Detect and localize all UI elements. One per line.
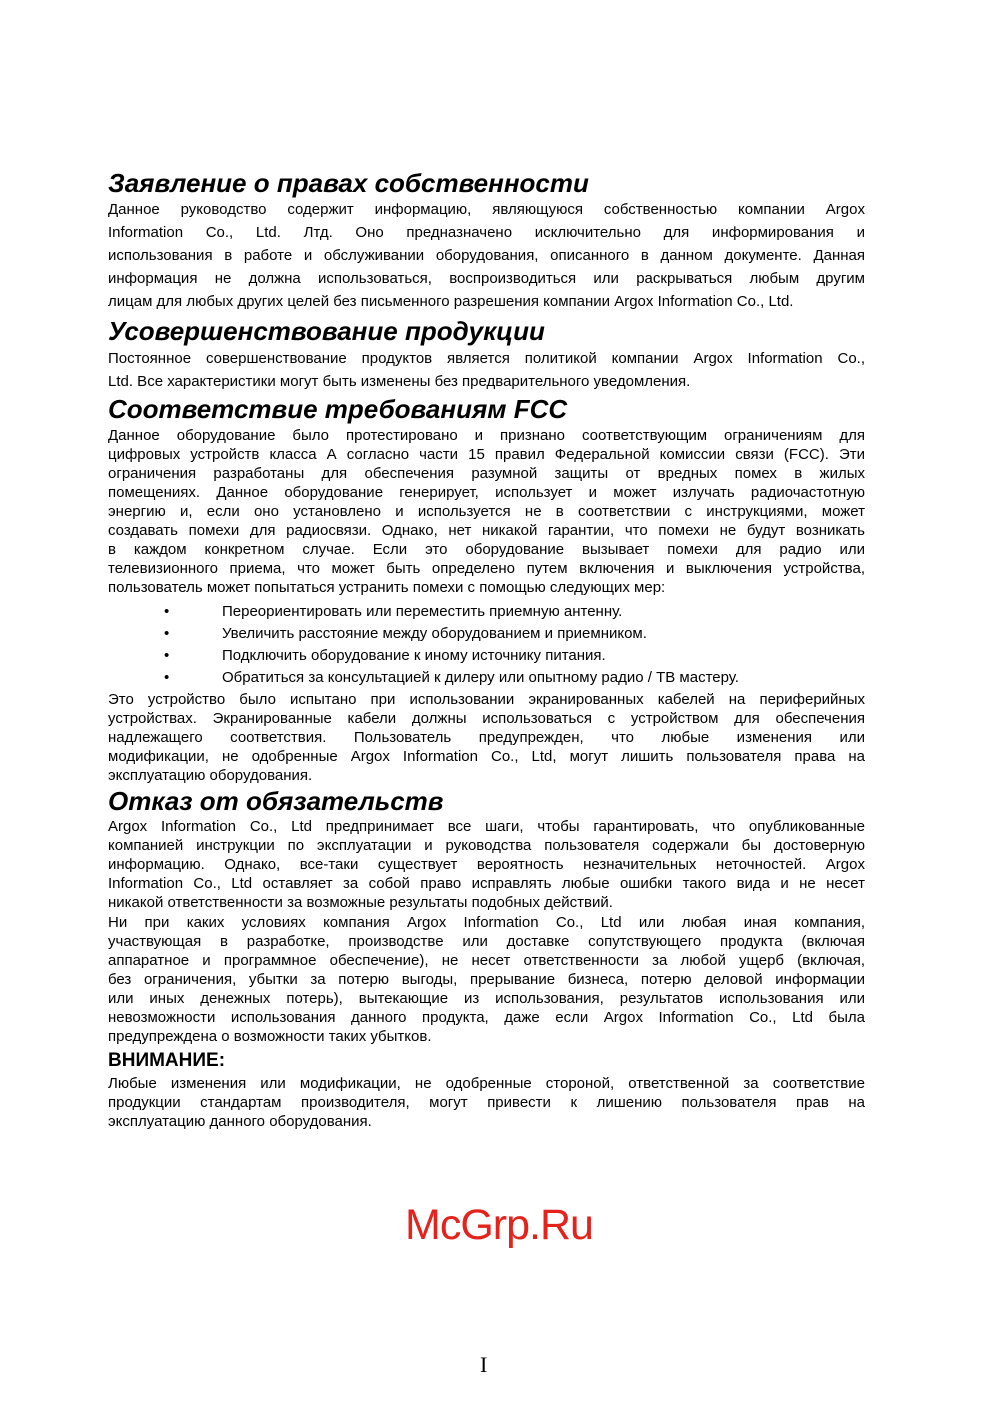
bullet-list (108, 600, 865, 689)
text-line: использования в работе и обслуживании оборудования, описанного в данном документе. Данная (108, 247, 865, 264)
text-line: Information Co., Ltd. Лтд. Оно предназначено исключительно для информирования и (108, 224, 865, 241)
text-line: без ограничения, убытки за потерю выгоды, прерывание бизнеса, потерю деловой информации (108, 971, 865, 988)
bullet-icon: • (164, 669, 170, 686)
paragraph (108, 426, 865, 597)
bullet-icon: • (164, 625, 170, 642)
text-line: или иных денежных потерь), вытекающие из использования, результатов использования или (108, 990, 865, 1007)
bullet-icon: • (164, 647, 170, 664)
text-line: информацию. Однако, все-таки существует вероятность незначительных неточностей. Argox (108, 856, 865, 873)
bullet-icon: • (164, 603, 170, 620)
text-line: невозможности использования данного продукта, даже если Argox Information Co., Ltd была (108, 1009, 865, 1026)
text-line: Ltd. Все характеристики могут быть изменены без предварительного уведомления. (108, 373, 691, 390)
section-title-disclaimer: Отказ от обязательств (108, 786, 444, 816)
section-title-ownership: Заявление о правах собственности (108, 168, 589, 198)
paragraph (108, 690, 865, 785)
paragraph (108, 198, 865, 313)
paragraph (108, 1074, 865, 1131)
text-line: компанией инструкции по эксплуатации и руководства пользователя содержали бы достоверную (108, 837, 865, 854)
text-line: предупреждена о возможности таких убытков. (108, 1028, 432, 1045)
list-item: • Подключить оборудование к иному источнику питания. (108, 644, 865, 667)
text-line: аппаратное и программное обеспечение), не несет ответственности за любой ущерб (включая, (108, 952, 865, 969)
text-line: эксплуатацию оборудования. (108, 767, 313, 784)
text-line: ограничения разработаны для обеспечения разумной защиты от вредных помех в жилых (108, 465, 865, 482)
text-line: устройствах. Экранированные кабели должны использоваться с устройством для обеспечения (108, 710, 865, 727)
text-line: продукции стандартам производителя, могут привести к лишению пользователя прав на (108, 1094, 865, 1111)
page-number: I (480, 1352, 488, 1377)
text-line: цифровых устройств класса А согласно части 15 правил Федеральной комиссии связи (FCC). Эти (108, 446, 865, 463)
warning-heading: ВНИМАНИЕ: (108, 1050, 226, 1071)
text-line: Любые изменения или модификации, не одобренные стороной, ответственной за соответствие (108, 1075, 865, 1092)
text-line: пользователь может попытаться устранить помехи с помощью следующих мер: (108, 579, 666, 596)
list-item: • Переориентировать или переместить приемную антенну. (108, 600, 865, 623)
text-line: Это устройство было испытано при использовании экранированных кабелей на периферийных (108, 691, 865, 708)
text-line: Данное руководство содержит информацию, являющуюся собственностью компании Argox (108, 201, 865, 218)
section-title-fcc: Соответствие требованиям FCC (108, 394, 568, 424)
text-line: модификации, не одобренные Argox Information Co., Ltd, могут лишить пользователя права на (108, 748, 865, 765)
list-item: • Обратиться за консультацией к дилеру или опытному радио / ТВ мастеру. (108, 666, 865, 689)
text-line: никакой ответственности за возможные результаты подобных действий. (108, 894, 613, 911)
text-line: в каждом конкретном случае. Если это оборудование вызывает помехи для радио или (108, 541, 865, 558)
paragraph (108, 347, 865, 393)
paragraph (108, 913, 865, 1046)
section-title-improvement: Усовершенствование продукции (108, 316, 545, 346)
text-line: телевизионного приема, что может быть определено путем включения и выключения устройства, (108, 560, 865, 577)
text-line: Данное оборудование было протестировано и признано соответствующим ограничениям для (108, 427, 865, 444)
text-line: Information Co., Ltd оставляет за собой право исправлять любые ошибки такого вида и не несет (108, 875, 865, 892)
paragraph (108, 817, 865, 912)
text-line: Ни при каких условиях компания Argox Information Co., Ltd или любая иная компания, (108, 914, 865, 931)
watermark-logo: McGrp.Ru (405, 1201, 593, 1249)
text-line: информация не должна использоваться, воспроизводиться или раскрываться любым другим (108, 270, 865, 287)
text-line: Argox Information Co., Ltd предпринимает все шаги, чтобы гарантировать, что опубликованные (108, 818, 865, 835)
text-line: участвующая в разработке, производстве или доставке сопутствующего продукта (включая (108, 933, 865, 950)
text-line: лицам для любых других целей без письменного разрешения компании Argox Information Co., Ltd. (108, 293, 794, 310)
text-line: надлежащего соответствия. Пользователь предупрежден, что любые изменения или (108, 729, 865, 746)
list-item: • Увеличить расстояние между оборудованием и приемником. (108, 622, 865, 645)
text-line: энергию и, если оно установлено и используется не в соответствии с инструкциями, может (108, 503, 865, 520)
text-line: Постоянное совершенствование продуктов является политикой компании Argox Information Co., (108, 350, 865, 367)
text-line: эксплуатацию данного оборудования. (108, 1113, 372, 1130)
text-line: создавать помехи для радиосвязи. Однако, нет никакой гарантии, что помехи не будут возникать (108, 522, 865, 539)
text-line: помещениях. Данное оборудование генерирует, использует и может излучать радиочастотную (108, 484, 865, 501)
